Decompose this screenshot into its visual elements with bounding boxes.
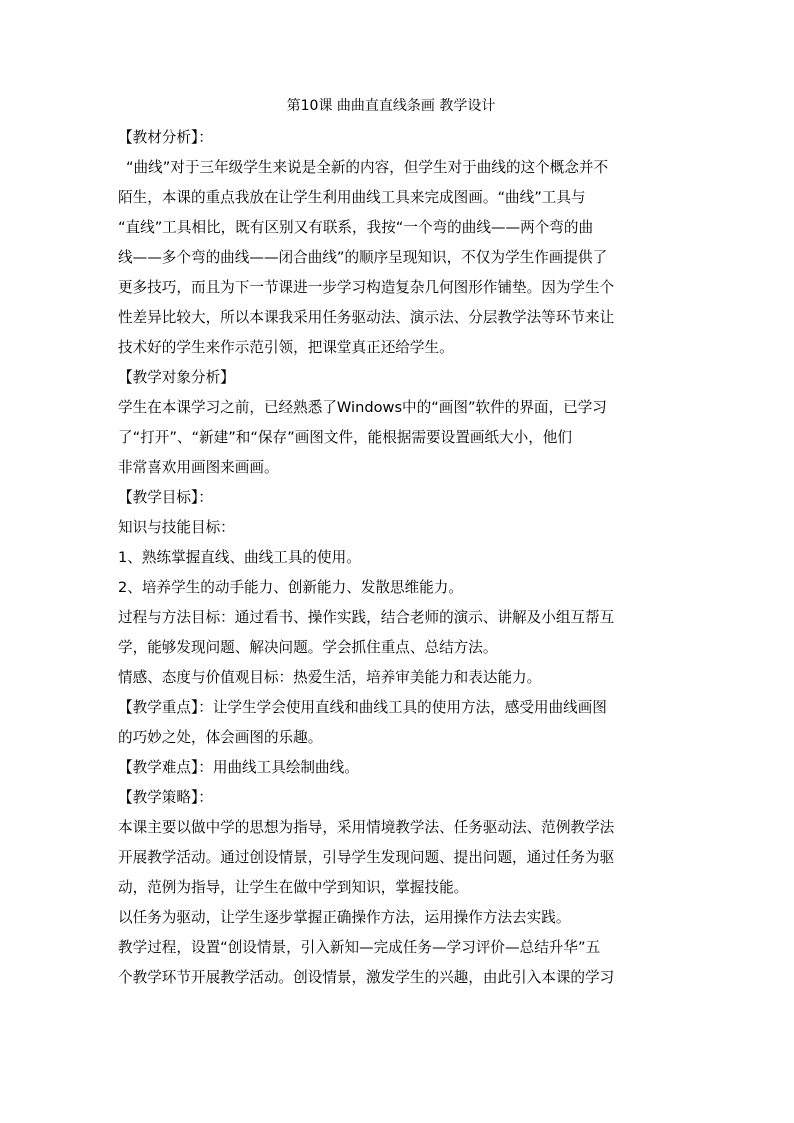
heading-textbook-analysis: 【教材分析】： [118,129,213,146]
list-item: 1、熟练掌握直线、曲线工具的使用。 [118,549,361,566]
heading-teaching-strategy: 【教学策略】： [118,789,213,806]
paragraph-line: 以任务为驱动，让学生逐步掌握正确操作方法，运用操作方法去实践。 [118,909,571,926]
paragraph-line: 个教学环节开展教学活动。创设情景，激发学生的兴趣，由此引入本课的学习 [118,969,615,986]
paragraph-line: 学生在本课学习之前，已经熟悉了Windows中的“画图”软件的界面，已学习 [118,399,607,416]
heading-teaching-goals: 【教学目标】： [118,489,213,506]
paragraph-line: 情感、态度与价值观目标：热爱生活，培养审美能力和表达能力。 [118,669,542,686]
paragraph-line: 更多技巧，而且为下一节课进一步学习构造复杂几何图形作铺垫。因为学生个 [118,279,615,296]
paragraph-line: 本课主要以做中学的思想为指导，采用情境教学法、任务驱动法、范例教学法 [118,819,615,836]
paragraph-line: 学，能够发现问题、解决问题。学会抓住重点、总结方法。 [118,639,498,656]
heading-key-points: 【教学重点】：让学生学会使用直线和曲线工具的使用方法，感受用曲线画图 [118,699,607,716]
paragraph-line: 非常喜欢用画图来画画。 [118,459,279,476]
paragraph-line: 过程与方法目标：通过看书、操作实践，结合老师的演示、讲解及小组互帮互 [118,609,615,626]
paragraph-line: 动，范例为指导，让学生在做中学到知识，掌握技能。 [118,879,469,896]
paragraph-line: 技术好的学生来作示范引领，把课堂真正还给学生。 [118,339,454,356]
paragraph-line: 线——多个弯的曲线——闭合曲线”的顺序呈现知识，不仅为学生作画提供了 [118,249,608,266]
paragraph-line: 陌生，本课的重点我放在让学生利用曲线工具来完成图画。“曲线”工具与 [118,189,586,206]
document-title: 第10课 曲曲直直线条画 教学设计 [286,98,496,114]
paragraph-line: “直线”工具相比，既有区别又有联系，我按“一个弯的曲线——两个弯的曲 [118,219,594,236]
paragraph-line: “曲线”对于三年级学生来说是全新的内容，但学生对于曲线的这个概念并不 [126,159,609,176]
paragraph-line: 的巧妙之处，体会画图的乐趣。 [118,729,323,746]
paragraph-line: 了“打开”、“新建”和“保存”画图文件，能根据需要设置画纸大小，他们 [118,429,572,446]
list-item: 2、培养学生的动手能力、创新能力、发散思维能力。 [118,579,463,596]
document-page [118,92,664,993]
paragraph-line: 开展教学活动。通过创设情景，引导学生发现问题、提出问题，通过任务为驱 [118,849,615,866]
heading-difficulties: 【教学难点】：用曲线工具绘制曲线。 [118,759,359,776]
paragraph-line: 性差异比较大，所以本课我采用任务驱动法、演示法、分层教学法等环节来让 [118,309,615,326]
paragraph-line: 教学过程，设置“创设情景，引入新知—完成任务—学习评价—总结升华”五 [118,939,601,956]
heading-student-analysis: 【教学对象分析】 [118,369,235,386]
paragraph-line: 知识与技能目标： [118,519,235,536]
